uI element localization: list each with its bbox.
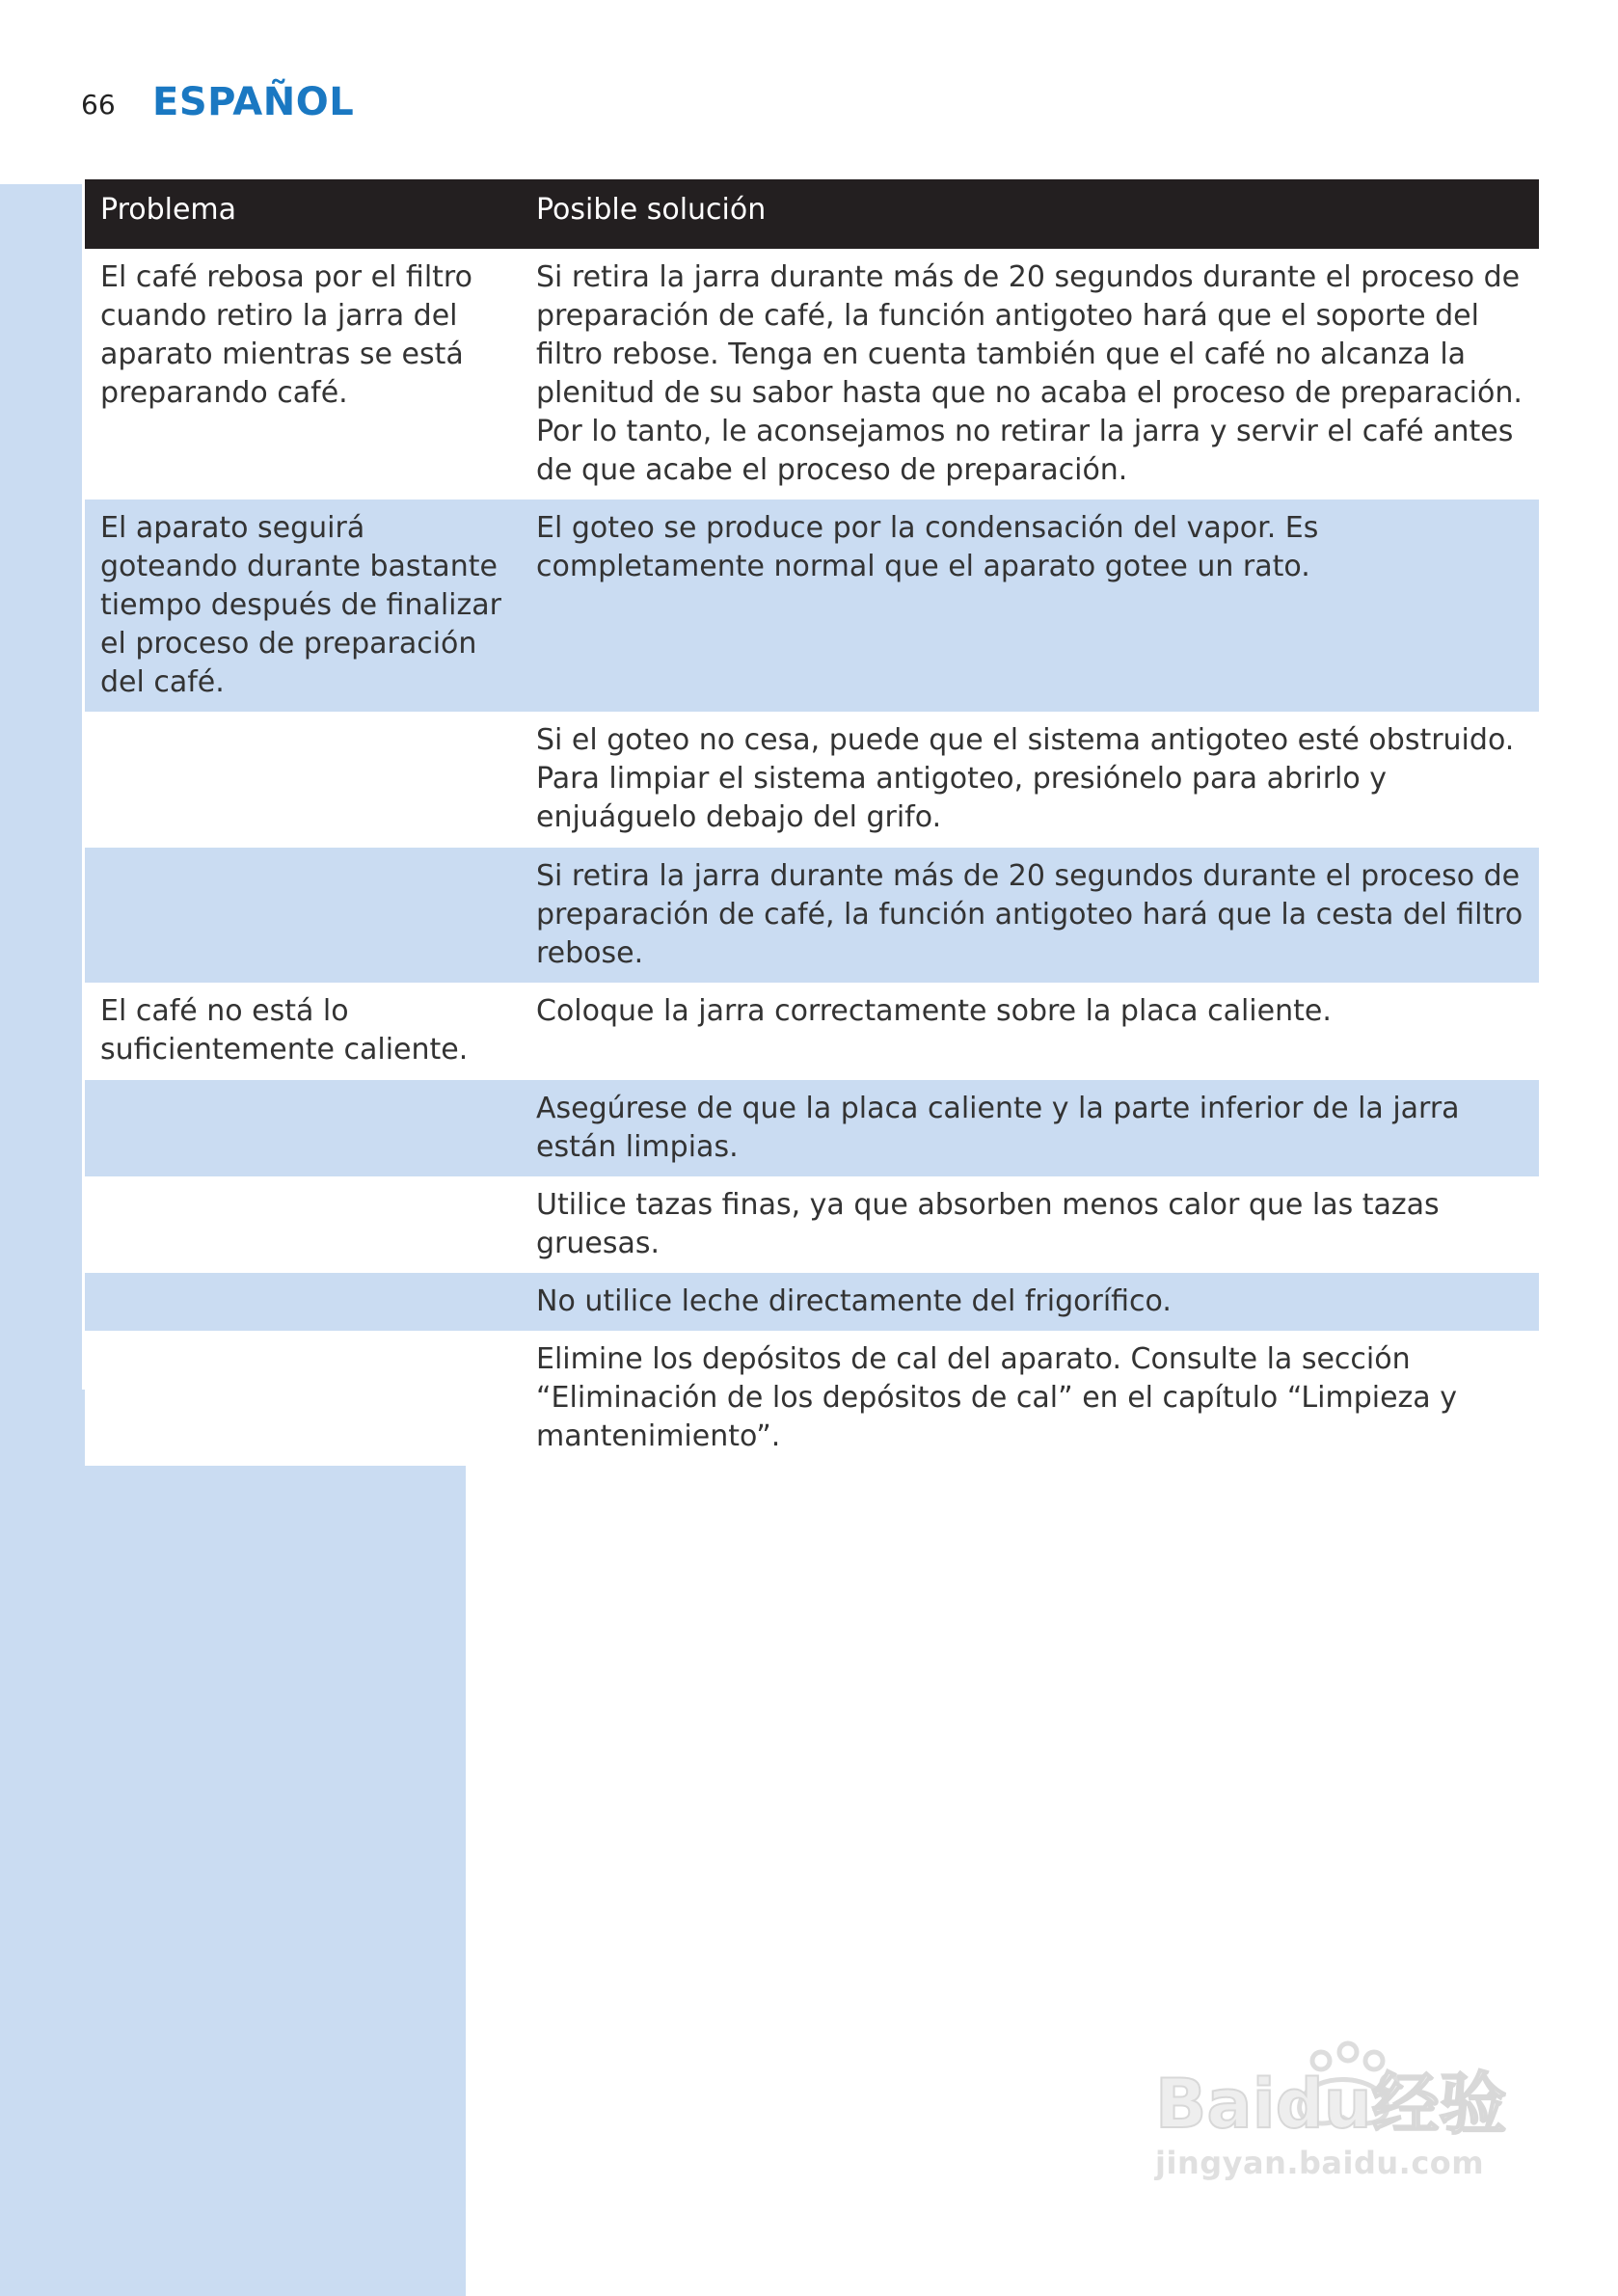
table-row [85,848,1539,983]
solution-cell: Elimine los depósitos de cal del aparato. Consulte la sección “Eliminación de los depósitos de cal” en el capítulo “Limpieza y mantenimiento”. [536,1342,1457,1453]
problem-cell [85,1080,521,1176]
baidu-watermark [1119,2037,1543,2143]
problem-cell [85,712,521,848]
solution-cell: Asegúrese de que la placa caliente y la parte inferior de la jarra están limpias. [536,1092,1460,1164]
table-row [85,500,1539,712]
table-row [85,1176,1539,1273]
problem-cell [85,1176,521,1273]
problem-column-header: Problema [100,193,237,227]
solution-cell: Si el goteo no cesa, puede que el sistema antigoteo esté obstruido. Para limpiar el sistema antigoteo, presiónelo para abrirlo y enjuáguelo debajo del grifo. [536,723,1515,834]
solution-cell: No utilice leche directamente del frigorífico. [536,1284,1172,1318]
table-row [85,983,1539,1080]
table-row [85,249,1539,500]
problem-cell: El aparato seguirá goteando durante bastante tiempo después de finalizar el proceso de preparación del café. [100,511,501,699]
problem-cell [85,1273,521,1331]
solution-cell: Utilice tazas finas, ya que absorben menos calor que las tazas gruesas. [536,1188,1440,1260]
table-row [85,1080,1539,1176]
problem-cell: El café rebosa por el filtro cuando retiro la jarra del aparato mientras se está preparando café. [100,260,472,410]
solution-cell: Si retira la jarra durante más de 20 segundos durante el proceso de preparación de café, la función antigoteo hará que el soporte del filtro rebose. Tenga en cuenta también que el café no alcanza la plenitud de su sabor hasta que no acaba el proceso de preparación. Por lo tanto, le aconsejamos no retirar la jarra y servir el café antes de que acabe el proceso de preparación. [536,260,1523,487]
table-row [85,1273,1539,1331]
table-row [85,712,1539,848]
table-row [85,1331,1539,1466]
language-title: ESPAÑOL [152,80,355,124]
watermark-url: jingyan.baidu.com [1155,2145,1485,2181]
troubleshooting-table [85,179,1539,1466]
watermark-brand: Baidu经验 [1155,2065,1507,2143]
solution-cell: Coloque la jarra correctamente sobre la placa caliente. [536,994,1332,1028]
solution-cell: El goteo se produce por la condensación del vapor. Es completamente normal que el aparato gotee un rato. [536,511,1319,583]
problem-cell [85,848,521,983]
problem-cell [85,1331,521,1466]
solution-cell: Si retira la jarra durante más de 20 segundos durante el proceso de preparación de café, la función antigoteo hará que la cesta del filtro rebose. [536,859,1524,970]
solution-column-header: Posible solución [536,193,767,227]
problem-cell: El café no está lo suficientemente caliente. [100,994,469,1067]
page-number: 66 [81,89,116,121]
table-header-row [85,179,1539,249]
